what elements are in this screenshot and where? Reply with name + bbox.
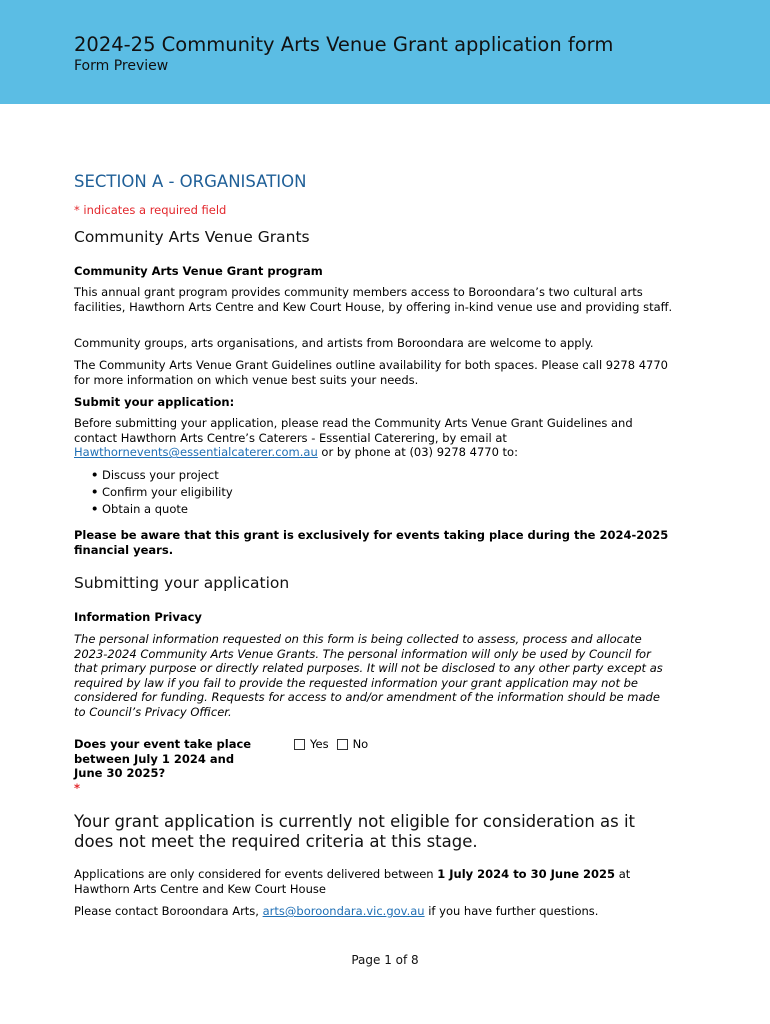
bullet-icon: • xyxy=(91,468,99,482)
bullet-icon: • xyxy=(91,485,99,499)
contact-text-end: if you have further questions. xyxy=(424,904,599,918)
submit-paragraph xyxy=(74,416,674,460)
event-date-choices xyxy=(294,737,368,751)
submit-paragraph-text: Before submitting your application, please read the Community Arts Venue Grant Guidelines and contact Hawthorn Arts Centre’s Caterers - Essential Caterering, by email at xyxy=(74,416,633,445)
contact-paragraph xyxy=(74,904,674,919)
submitting-heading: Submitting your application xyxy=(74,574,290,592)
arts-email-link[interactable]: arts@boroondara.vic.gov.au xyxy=(262,904,425,918)
submit-heading: Submit your application: xyxy=(74,395,235,409)
option-no-label: No xyxy=(352,737,369,751)
list-item-text: Discuss your project xyxy=(102,468,219,482)
list-item xyxy=(74,485,233,502)
program-paragraph-3: The Community Arts Venue Grant Guidelines outline availability for both spaces. Please call 9278 4770 for more information on which venue best suits your needs. xyxy=(74,358,668,387)
contact-reasons-list xyxy=(74,468,233,519)
question-label: Does your event take place between July 1 2024 and June 30 2025? xyxy=(74,737,252,781)
option-yes-label: Yes xyxy=(310,737,329,751)
bullet-icon: • xyxy=(91,502,99,516)
eligibility-dates-paragraph xyxy=(74,867,674,896)
contact-text: Please contact Boroondara Arts, xyxy=(74,904,263,918)
caterer-email-link[interactable]: Hawthornevents@essentialcaterer.com.au xyxy=(74,445,318,460)
eligibility-dates: 1 July 2024 to 30 June 2025 xyxy=(437,867,616,881)
section-title: SECTION A - ORGANISATION xyxy=(74,172,307,191)
page-number: Page 1 of 8 xyxy=(351,953,419,967)
eligibility-text: Applications are only considered for events delivered between xyxy=(74,867,438,881)
ineligible-message: Your grant application is currently not eligible for consideration as it does not meet the required criteria at this stage. xyxy=(74,812,636,851)
no-checkbox[interactable] xyxy=(337,739,348,750)
program-paragraph-2: Community groups, arts organisations, and artists from Boroondara are welcome to apply. xyxy=(74,336,594,350)
form-header xyxy=(0,0,770,104)
list-item-text: Confirm your eligibility xyxy=(102,485,233,499)
grants-heading: Community Arts Venue Grants xyxy=(74,228,310,246)
option-no[interactable] xyxy=(337,737,369,751)
required-field-note: * indicates a required field xyxy=(74,203,227,217)
option-yes[interactable] xyxy=(294,737,329,751)
privacy-heading: Information Privacy xyxy=(74,610,202,624)
list-item xyxy=(74,502,233,519)
yes-checkbox[interactable] xyxy=(294,739,305,750)
program-heading: Community Arts Venue Grant program xyxy=(74,264,323,278)
program-paragraph-1: This annual grant program provides community members access to Boroondara’s two cultural arts facilities, Hawthorn Arts Centre and Kew Court House, by offering in-kind venue use and providing staff. xyxy=(74,285,673,314)
financial-year-notice: Please be aware that this grant is exclusively for events taking place during the 2024-2025 financial years. xyxy=(74,528,669,557)
list-item xyxy=(74,468,233,485)
privacy-statement: The personal information requested on this form is being collected to assess, process and allocate 2023-2024 Community Arts Venue Grants. The personal information will only be used by Council for that primary purpose or directly related purposes. It will not be disclosed to any other party except as required by law if you fail to provide the requested information your grant application may not be considered for funding. Requests for access to and/or amendment of the information should be made to Council’s Privacy Officer. xyxy=(74,632,663,719)
submit-paragraph-phone: or by phone at (03) 9278 4770 to: xyxy=(317,445,518,460)
required-marker: * xyxy=(74,780,81,795)
eligibility-venues: at Hawthorn Arts Centre and Kew Court House xyxy=(74,867,631,896)
list-item-text: Obtain a quote xyxy=(102,502,188,516)
event-date-question xyxy=(74,737,264,795)
form-title: 2024-25 Community Arts Venue Grant application form xyxy=(74,33,614,56)
form-subtitle: Form Preview xyxy=(74,58,169,74)
